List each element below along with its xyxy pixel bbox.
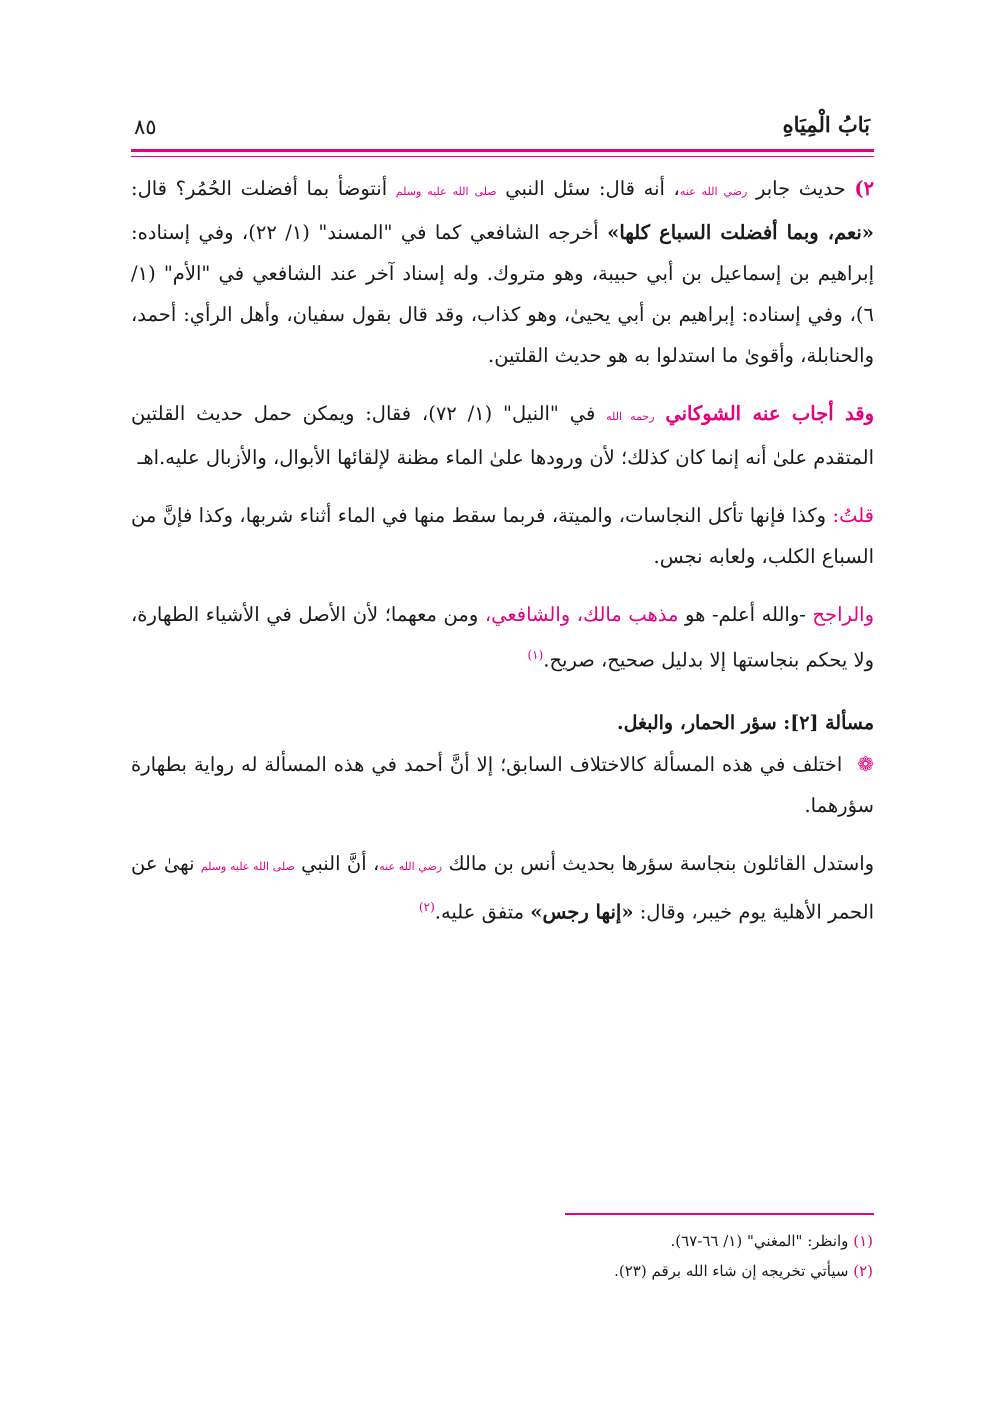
text-run: متفق عليه. <box>434 900 525 923</box>
honorific-glyph: صلى الله عليه وسلم <box>395 185 497 198</box>
paragraph-hadith-jabir <box>131 168 874 376</box>
page-number: ٨٥ <box>134 115 157 139</box>
text-run: ، أنه قال: سئل النبي <box>505 177 680 200</box>
footnote-item <box>130 1256 873 1286</box>
footnotes <box>130 1226 873 1286</box>
text-run: نهىٰ عن الحمر الأهلية يوم خيبر، وقال: <box>131 851 874 923</box>
header-rule-thick <box>131 149 874 152</box>
text-run: في "النيل" (١/ ٧٢)، فقال: ويمكن حمل حديث القلتين المتقدم علىٰ أنه إنما كان كذلك؛ لأن ورودها علىٰ الماء مظنة لإلقائها الأبوال، والأزبال عليه.اهـ <box>131 402 874 469</box>
item-number: ٢) <box>854 177 875 200</box>
honorific-glyph: صلى الله عليه وسلم <box>200 859 295 873</box>
footnote-number: (١) <box>853 1232 873 1250</box>
honorific-glyph: رضي الله عنه <box>679 185 748 198</box>
lead-phrase: والراجح <box>812 603 875 626</box>
paragraph-qultu <box>131 495 874 577</box>
text-run: ، أنَّ النبي <box>301 851 380 875</box>
section-heading: مسألة [٢]: سؤر الحمار، والبغل. <box>616 711 874 734</box>
text-run: أنتوضأ بما أفضلت الحُمُر؟ قال: <box>131 177 388 200</box>
paragraph-rajih <box>131 594 874 681</box>
lead-phrase: قلتُ: <box>832 504 874 527</box>
text-run: ومن معهما؛ لأن الأصل في الأشياء الطهارة، ولا يحكم بنجاستها إلا بدليل صحيح، صريح. <box>131 603 874 672</box>
text-run: أخرجه الشافعي كما في "المسند" (١/ ٢٢)، وفي إسناده: إبراهيم بن إسماعيل بن أبي حبيبة، وهو متروك. وله إسناد آخر عند الشافعي في "الأم" (١/ ٦)، وفي إسناده: إبراهيم بن أبي يحيىٰ، وهو كذاب، وقد قال بقول سفيان، وأهل الرأي: أحمد، والحنابلة، وأقوىٰ ما استدلوا به هو حديث القلتين. <box>131 221 874 367</box>
text-run: وكذا فإنها تأكل النجاسات، والميتة، فربما سقط منها في الماء أثناء شربها، وكذا فإنَّ من السباع الكلب، ولعابه نجس. <box>131 504 874 568</box>
footnote-text: سيأتي تخريجه إن شاء الله برقم (٢٣). <box>614 1262 849 1280</box>
chapter-title: بَابُ الْمِيَاهِ <box>782 112 870 137</box>
footnote-text: وانظر: "المغني" (١/ ٦٦-٦٧). <box>670 1232 849 1250</box>
hadith-quote: «نعم، وبما أفضلت السباع كلها» <box>607 221 874 244</box>
footnote-marker[interactable]: (١) <box>527 648 544 662</box>
paragraph-shawkani <box>131 393 874 478</box>
text-run: حديث جابر <box>755 177 846 200</box>
paragraph-ikhtilaf <box>131 744 874 826</box>
text-run: واستدل القائلون بنجاسة سؤرها بحديث أنس بن مالك <box>448 851 875 875</box>
paragraph-istidlal <box>131 843 874 933</box>
footnote-item <box>130 1226 873 1256</box>
text-run: اختلف في هذه المسألة كالاختلاف السابق؛ إلا أنَّ أحمد في هذه المسألة له رواية بطهارة سؤرهما. <box>131 752 874 817</box>
flower-ornament-icon: ❁ <box>857 751 874 776</box>
footnote-separator <box>565 1213 874 1215</box>
honorific-glyph: رحمه الله <box>606 410 655 423</box>
madhhab-names: مذهب مالك، والشافعي، <box>484 603 679 626</box>
honorific-glyph: رضي الله عنه <box>379 859 443 873</box>
footnote-number: (٢) <box>853 1262 873 1280</box>
hadith-quote: «إنها رجس» <box>530 900 634 923</box>
lead-phrase: وقد أجاب عنه الشوكاني <box>665 402 874 425</box>
footnote-marker[interactable]: (٢) <box>418 899 435 914</box>
text-run: -والله أعلم- هو <box>685 603 806 626</box>
header-rule-thin <box>131 156 874 157</box>
main-text <box>131 168 874 932</box>
